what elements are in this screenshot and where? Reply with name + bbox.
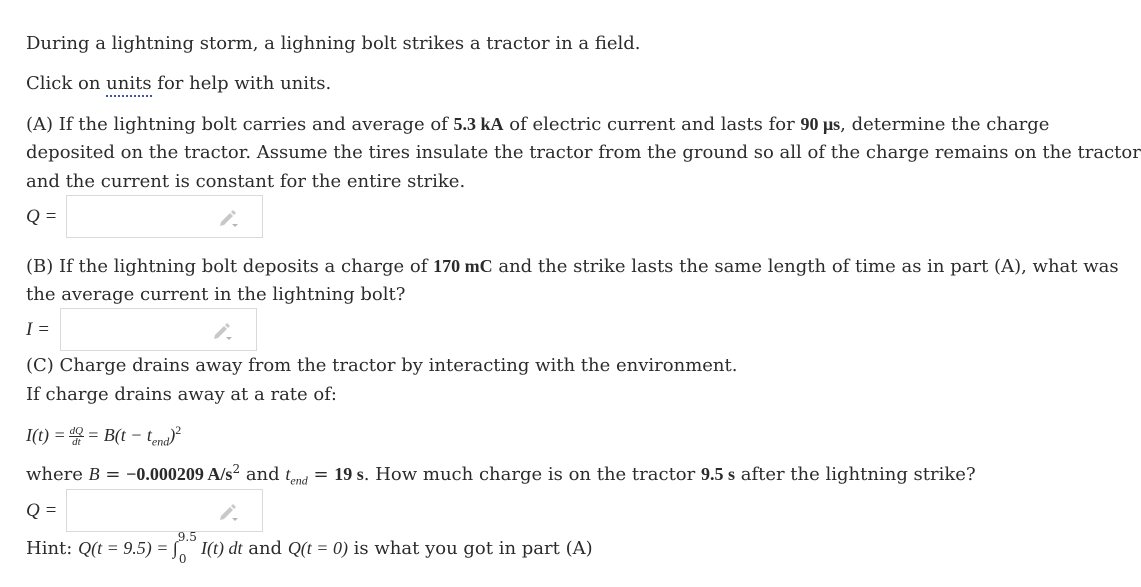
partC-line1: (C) Charge drains away from the tractor by interacting with the environment. — [26, 355, 738, 376]
partB-answer-row — [26, 308, 257, 351]
dQdt-fraction: $\frac{dQ}{dt}$ — [69, 425, 84, 449]
partA-answer-input[interactable] — [66, 195, 263, 238]
partA-line3: and the current is constant for the entire strike. — [26, 171, 466, 192]
partA-line1: (A) If the lightning bolt carries and average of 5.3 kA of electric current and lasts for 90 μs, determine the charge — [26, 114, 1050, 135]
hint-line: Hint: Q(t = 9.5) = ∫$^{9.5}_0$ I(t) dt and Q(t = 0) is what you got in part (A) — [26, 530, 593, 566]
partC-equation: I(t) = $\frac{dQ}{dt}$ = $B(t - t_{end})^2$ — [26, 423, 182, 449]
partA-answer-label: Q = — [26, 205, 58, 227]
partB-line2: the average current in the lightning bolt? — [26, 284, 406, 305]
intro-text: During a lightning storm, a lighning bolt strikes a tractor in a field. — [26, 33, 641, 54]
partC-answer-label: Q = — [26, 499, 58, 521]
partB-answer-input[interactable] — [60, 308, 257, 351]
partA-line2: deposited on the tractor. Assume the tires insulate the tractor from the ground so all of the charge remains on the tractor — [26, 142, 1141, 163]
units-link[interactable]: units — [106, 73, 151, 97]
partC-line2: If charge drains away at a rate of: — [26, 384, 337, 405]
pencil-icon[interactable] — [218, 208, 240, 228]
units-help-line: Click on units for help with units. — [26, 74, 331, 94]
partB-answer-label: I = — [26, 318, 50, 340]
partB-line1: (B) If the lightning bolt deposits a charge of 170 mC and the strike lasts the same length of time as in part (A), what was — [26, 256, 1119, 277]
partC-answer-input[interactable] — [66, 489, 263, 532]
partC-where-line: where B = −0.000209 $A/s^2$ and $t_{end} = 19$ s. How much charge is on the tractor 9.5 s after the lightning strike? — [26, 462, 976, 488]
partA-answer-row — [26, 195, 263, 238]
pencil-icon[interactable] — [218, 502, 240, 522]
partC-answer-row — [26, 489, 263, 532]
pencil-icon[interactable] — [212, 321, 234, 341]
